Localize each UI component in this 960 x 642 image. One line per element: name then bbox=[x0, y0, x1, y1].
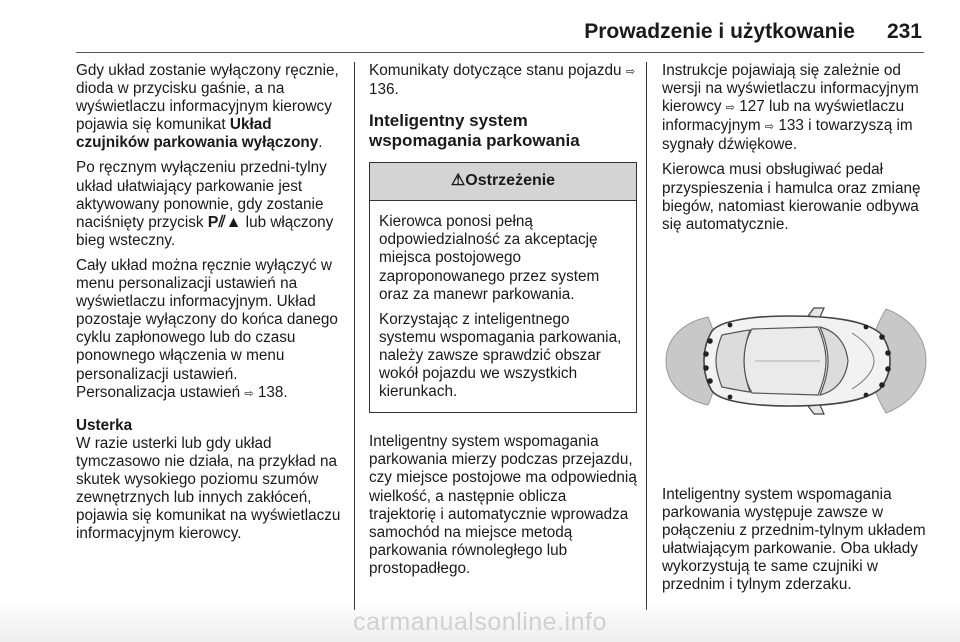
page-header bbox=[584, 20, 922, 44]
watermark: carmanualsonline.info bbox=[0, 602, 960, 642]
column-2 bbox=[369, 62, 637, 585]
paragraph: Kierowca musi obsługiwać pedał przyspieszenia i hamulca oraz zmianę biegów, natomiast kierowanie odbywa się automatycznie. bbox=[662, 161, 921, 233]
column-1 bbox=[76, 62, 344, 550]
page-ref-arrow-icon: ⇨ bbox=[244, 387, 254, 400]
parking-sensor-illustration bbox=[660, 261, 930, 461]
subheading: Usterka bbox=[76, 416, 133, 434]
paragraph: W razie usterki lub gdy układ tymczasowo nie działa, na przykład na skutek wysokiego poziomu szumów zewnętrznych lub innych zakłóceń, pojawia się komunikat na wyświetlaczu informacyjnym kierowcy. bbox=[76, 434, 341, 543]
page-ref-link[interactable]: 133 i towarzyszą im sygnały dźwiękowe. bbox=[662, 117, 913, 154]
warning-header bbox=[370, 163, 636, 201]
warning-triangle-icon: ⚠ bbox=[450, 172, 466, 190]
section-title: Prowadzenie i użytkowanie bbox=[584, 20, 855, 43]
paragraph-text: Po ręcznym wyłączeniu przedni-tylny układ ułatwiający parkowanie jest aktywowany ponownie, gdy zostanie naciśnięty przycisk bbox=[76, 159, 327, 231]
page-ref-link[interactable]: 136. bbox=[369, 81, 399, 99]
page-ref-link[interactable]: 127 lub na wyświetlaczu informacyjnym bbox=[662, 98, 905, 135]
warning-box bbox=[369, 162, 637, 413]
warning-title: Ostrzeżenie bbox=[465, 172, 556, 190]
paragraph-text: Cały układ można ręcznie wyłączyć w menu personalizacji ustawień na wyświetlaczu informacyjnym. Układ pozostaje wyłączony do końca danego cyklu zapłonowego lub do czasu ponownego włączenia w menu personalizacji ustawień. bbox=[76, 256, 338, 383]
paragraph-text: Komunikaty dotyczące stanu pojazdu bbox=[369, 62, 626, 79]
paragraph bbox=[76, 62, 344, 152]
paragraph: Inteligentny system wspomagania parkowania występuje zawsze w połączeniu z przednim-tylnym układem ułatwiającym parkowanie. Oba układy wykorzystują te same czujniki w przednim i tylnym zderzaku. bbox=[662, 485, 926, 594]
paragraph-text: Personalizacja ustawień bbox=[76, 383, 245, 401]
page-number: 231 bbox=[886, 20, 922, 43]
paragraph-text: . bbox=[318, 134, 323, 152]
paragraph bbox=[76, 257, 344, 403]
column-divider bbox=[354, 62, 355, 610]
paragraph-text: Gdy układ zostanie wyłączony ręcznie, dioda w przycisku gaśnie, a na wyświetlaczu informacyjnym kierowcy pojawia się komunikat bbox=[76, 62, 339, 134]
paragraph: Inteligentny system wspomagania parkowania mierzy podczas przejazdu, czy miejsce postojowe ma odpowiednią wielkość, a następnie oblicza trajektorię i automatycznie wprowadza samochód na miejsce metodą parkowania równoległego lub prostopadłego. bbox=[369, 433, 637, 577]
page-ref-arrow-icon: ⇨ bbox=[625, 66, 636, 78]
column-3 bbox=[662, 62, 932, 602]
page-ref-arrow-icon: ⇨ bbox=[725, 102, 735, 115]
paragraph bbox=[369, 62, 637, 99]
page-ref-arrow-icon: ⇨ bbox=[764, 121, 775, 134]
warning-text: Kierowca ponosi pełną odpowiedzialność za akceptację miejsca postojowego zaproponowanego przez system oraz za manewr parkowania. bbox=[379, 213, 600, 303]
park-assist-button-icon: P⫽▲ bbox=[207, 213, 242, 231]
page-ref-link[interactable]: 138. bbox=[257, 383, 288, 401]
section-heading: Inteligentny system wspomagania parkowania bbox=[369, 111, 580, 150]
paragraph-text: lub włączony bieg wsteczny. bbox=[76, 213, 334, 249]
header-rule bbox=[76, 52, 924, 53]
warning-text: Korzystając z inteligentnego systemu wspomagania parkowania, należy zawsze sprawdzić obszar wokół pojazdu we wszystkich kierunkach. bbox=[379, 310, 622, 401]
column-divider bbox=[646, 62, 647, 610]
message-text: Układ czujników parkowania wyłączony bbox=[76, 116, 319, 152]
paragraph bbox=[662, 62, 932, 154]
warning-body bbox=[370, 201, 636, 412]
paragraph-text: Instrukcje pojawiają się zależnie od wersji na wyświetlaczu informacyjnym kierowcy bbox=[662, 62, 919, 116]
paragraph bbox=[76, 159, 344, 249]
